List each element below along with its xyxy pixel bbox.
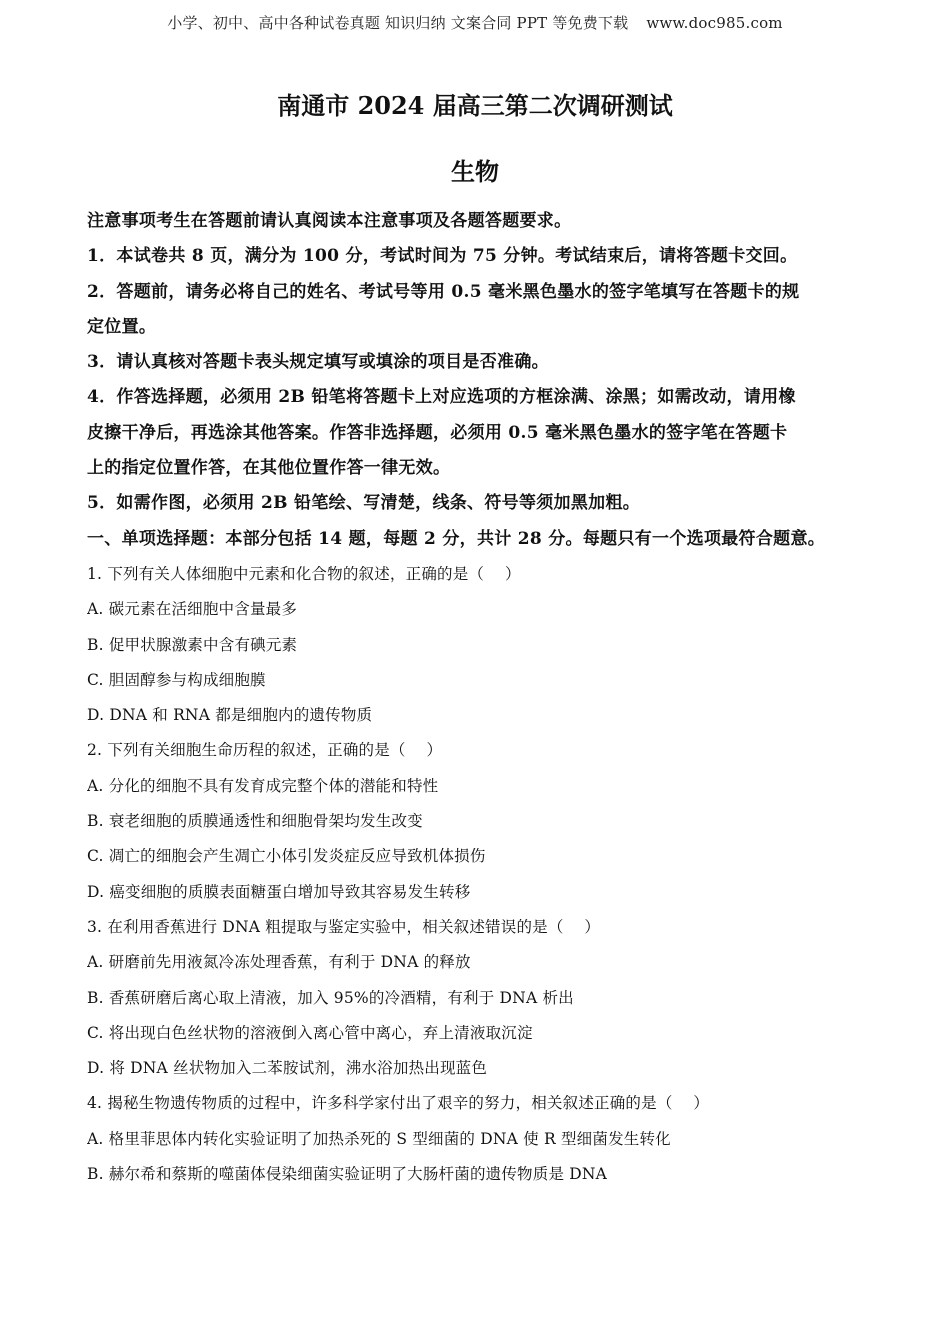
header-text: 小学、初中、高中各种试卷真题 知识归纳 文案合同 PPT 等免费下载 [167,14,629,32]
question-stem: 4. 揭秘生物遗传物质的过程中，许多科学家付出了艰辛的努力，相关叙述正确的是（ ） [87,1094,710,1113]
question-option: A. 格里菲思体内转化实验证明了加热杀死的 S 型细菌的 DNA 使 R 型细菌发生转化 [87,1129,671,1148]
subject-title: 生物 [451,157,499,186]
notice-line: 3．请认真核对答题卡表头规定填写或填涂的项目是否准确。 [87,352,549,373]
notice-line: 皮擦干净后，再选涂其他答案。作答非选择题，必须用 0.5 毫米黑色墨水的签字笔在答题卡 [87,422,788,443]
notice-line: 1．本试卷共 8 页，满分为 100 分，考试时间为 75 分钟。考试结束后，请将答题卡交回。 [87,246,798,267]
notice-line: 5．如需作图，必须用 2B 铅笔绘、写清楚，线条、符号等须加黑加粗。 [87,493,641,514]
question-stem: 1. 下列有关人体细胞中元素和化合物的叙述，正确的是（ ） [87,564,521,583]
notice-intro: 注意事项考生在答题前请认真阅读本注意事项及各题答题要求。 [87,211,572,231]
exam-title: 南通市 2024 届高三第二次调研测试 [277,91,673,120]
section-heading: 一、单项选择题：本部分包括 14 题，每题 2 分，共计 28 分。每题只有一个选项最符合题意。 [87,528,826,549]
exam-content [87,204,867,1192]
question-option: C. 将出现白色丝状物的溶液倒入离心管中离心，弃上清液取沉淀 [87,1023,533,1042]
question-option: B. 促甲状腺激素中含有碘元素 [87,635,298,654]
question-option: B. 赫尔希和蔡斯的噬菌体侵染细菌实验证明了大肠杆菌的遗传物质是 DNA [87,1165,608,1184]
question-option: C. 凋亡的细胞会产生凋亡小体引发炎症反应导致机体损伤 [87,847,486,866]
notice-line: 2．答题前，请务必将自己的姓名、考试号等用 0.5 毫米黑色墨水的签字笔填写在答题卡的规 [87,281,800,302]
page-header [0,12,950,33]
question-option: D. 癌变细胞的质膜表面糖蛋白增加导致其容易发生转移 [87,882,471,901]
notice-line: 4．作答选择题，必须用 2B 铅笔将答题卡上对应选项的方框涂满、涂黑；如需改动，请用橡 [87,387,796,408]
question-stem: 2. 下列有关细胞生命历程的叙述，正确的是（ ） [87,741,443,760]
notice-line: 定位置。 [87,316,157,337]
question-option: B. 香蕉研磨后离心取上清液，加入 95%的冷酒精，有利于 DNA 析出 [87,988,574,1007]
question-option: D. 将 DNA 丝状物加入二苯胺试剂，沸水浴加热出现蓝色 [87,1059,488,1078]
question-option: C. 胆固醇参与构成细胞膜 [87,670,266,689]
notice-line: 上的指定位置作答，在其他位置作答一律无效。 [87,458,451,479]
question-option: A. 碳元素在活细胞中含量最多 [87,600,298,619]
question-option: D. DNA 和 RNA 都是细胞内的遗传物质 [87,706,373,725]
question-stem: 3. 在利用香蕉进行 DNA 粗提取与鉴定实验中，相关叙述错误的是（ ） [87,917,601,936]
question-option: A. 研磨前先用液氮冷冻处理香蕉，有利于 DNA 的释放 [87,953,471,972]
header-site-link[interactable]: www.doc985.com [646,14,783,32]
question-option: A. 分化的细胞不具有发育成完整个体的潜能和特性 [87,776,439,795]
question-option: B. 衰老细胞的质膜通透性和细胞骨架均发生改变 [87,812,423,831]
